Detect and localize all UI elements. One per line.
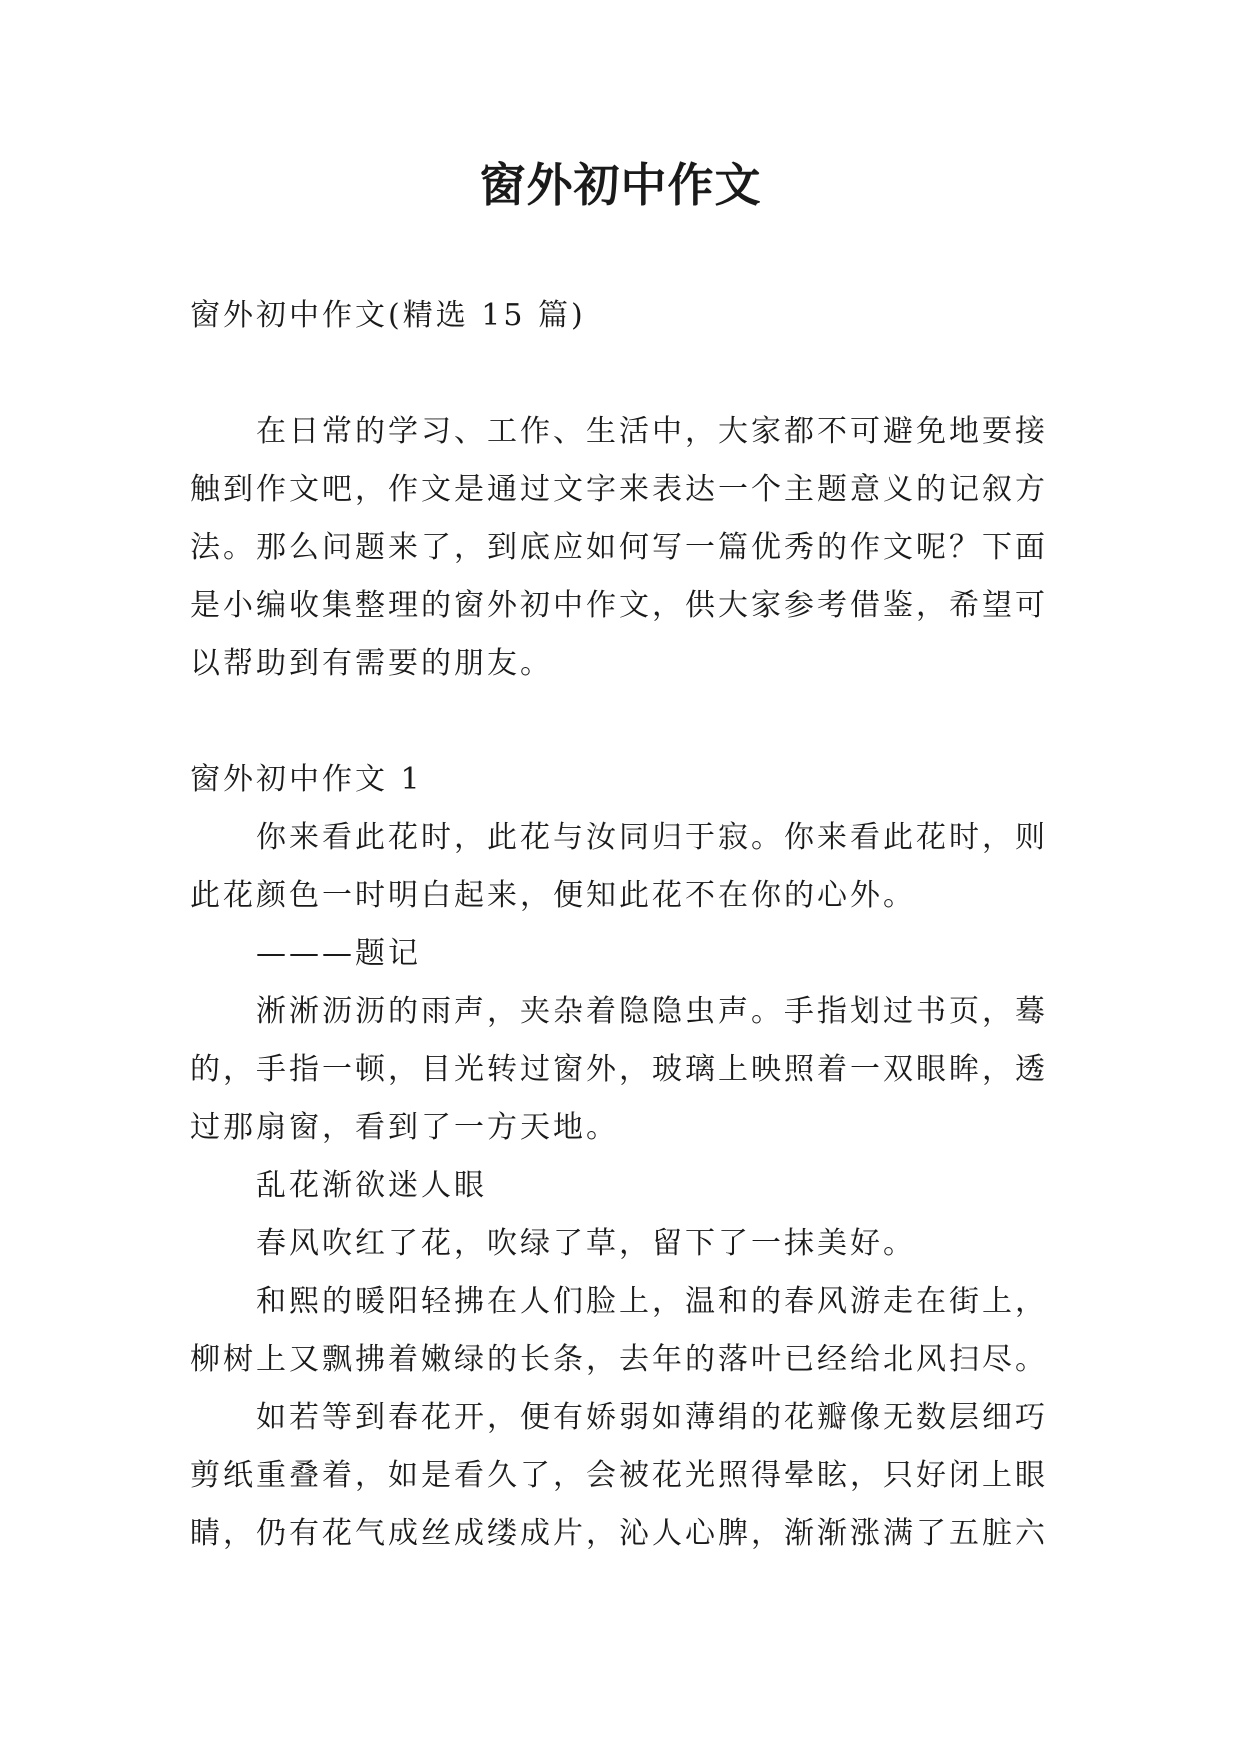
body-line: 淅淅沥沥的雨声，夹杂着隐隐虫声。手指划过书页，蓦 xyxy=(256,994,1048,1029)
section-heading: 窗外初中作文 1 xyxy=(190,762,423,797)
body-line: 你来看此花时，此花与汝同归于寂。你来看此花时，则 xyxy=(256,820,1048,855)
spacer xyxy=(190,345,1070,403)
intro-line: 法。那么问题来了，到底应如何写一篇优秀的作文呢？下面 xyxy=(190,530,1048,565)
intro-line: 在日常的学习、工作、生活中，大家都不可避免地要接 xyxy=(256,414,1048,449)
intro-line: 触到作文吧，作文是通过文字来表达一个主题意义的记叙方 xyxy=(190,472,1048,507)
spacer xyxy=(190,693,1070,751)
body-line: 和熙的暖阳轻拂在人们脸上，温和的春风游走在街上， xyxy=(256,1284,1048,1319)
subtitle: 窗外初中作文(精选 15 篇) xyxy=(190,298,586,333)
body-line: 春风吹红了花，吹绿了草，留下了一抹美好。 xyxy=(256,1226,916,1261)
body-line: 过那扇窗，看到了一方天地。 xyxy=(190,1110,619,1145)
body-line: 的，手指一顿，目光转过窗外，玻璃上映照着一双眼眸，透 xyxy=(190,1052,1048,1087)
document-body xyxy=(190,287,1070,1563)
body-line: 睛，仍有花气成丝成缕成片，沁人心脾，渐渐涨满了五脏六 xyxy=(190,1516,1048,1551)
intro-line: 以帮助到有需要的朋友。 xyxy=(190,646,553,681)
subsection-heading: 乱花渐欲迷人眼 xyxy=(256,1168,487,1203)
body-line: 柳树上又飘拂着嫩绿的长条，去年的落叶已经给北风扫尽。 xyxy=(190,1342,1048,1377)
document-title: 窗外初中作文 xyxy=(479,158,762,212)
body-line: 剪纸重叠着，如是看久了，会被花光照得晕眩，只好闭上眼 xyxy=(190,1458,1048,1493)
intro-line: 是小编收集整理的窗外初中作文，供大家参考借鉴，希望可 xyxy=(190,588,1048,623)
body-line: 此花颜色一时明白起来，便知此花不在你的心外。 xyxy=(190,878,916,913)
epigraph-credit: ———题记 xyxy=(256,936,421,971)
body-line: 如若等到春花开，便有娇弱如薄绢的花瓣像无数层细巧 xyxy=(256,1400,1048,1435)
